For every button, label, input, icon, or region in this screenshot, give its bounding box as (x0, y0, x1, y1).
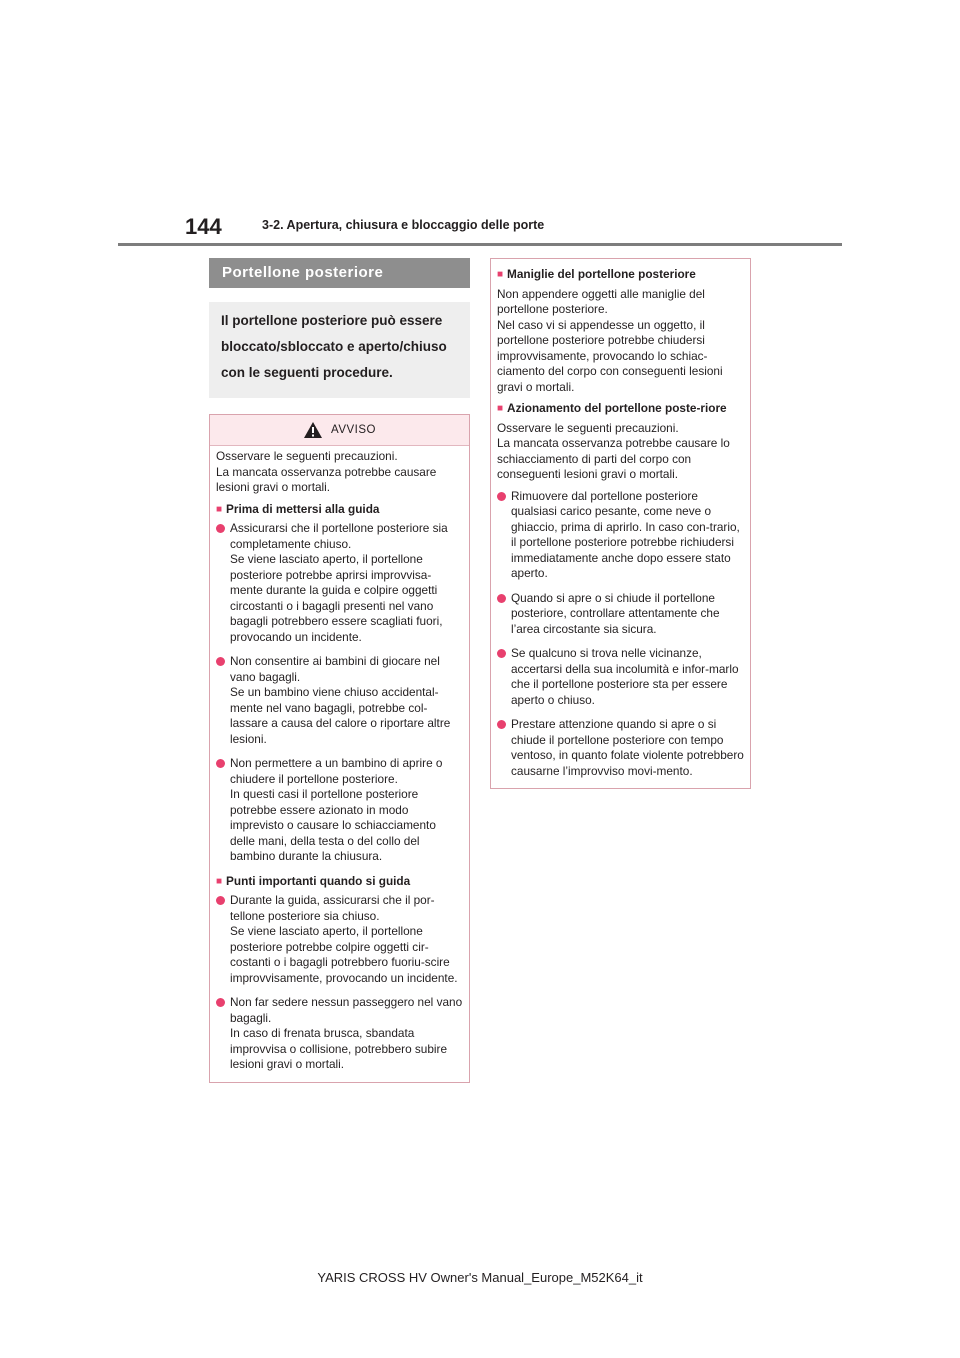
list-item-text: Rimuovere dal portellone posteriore qualsiasi carico pesante, come neve o ghiaccio, prima di aprirlo. In caso con-trario, il portellone posteriore potrebbe richiudersi immediatamente anche dopo essere stato aperto. (511, 488, 740, 580)
round-bullet-icon (216, 524, 225, 533)
round-bullet-icon (497, 492, 506, 501)
header-divider (118, 243, 842, 246)
warning-intro: Osservare le seguenti precauzioni. La mancata osservanza potrebbe causare lesioni gravi o mortali. (216, 449, 437, 494)
group-title: Punti importanti quando si guida (226, 873, 411, 888)
footer-manual-id: YARIS CROSS HV Owner's Manual_Europe_M52K64_it (317, 1270, 643, 1285)
round-bullet-icon (497, 649, 506, 658)
page-number: 144 (185, 214, 222, 239)
list-item (216, 521, 463, 645)
list-item-text: Non permettere a un bambino di aprire o chiudere il portellone posteriore. In questi casi il portellone posteriore potrebbe essere azionato in modo imprevisto o causare lo schiacciamento delle mani, della testa o del collo del bambino durante la chiusura. (230, 756, 443, 863)
round-bullet-icon (497, 594, 506, 603)
round-bullet-icon (216, 998, 225, 1007)
list-item-text: Assicurarsi che il portellone posteriore sia completamente chiuso. Se viene lasciato aperto, il portellone posteriore potrebbe aprirsi improvvisa-mente durante la guida e colpire oggetti circostanti o i bagagli presenti nel vano bagagli potrebbero essere scagliati fuori, provocando un incidente. (230, 521, 448, 644)
group-heading (497, 267, 744, 283)
round-bullet-icon (216, 657, 225, 666)
list-item (216, 654, 463, 747)
group-text: Osservare le seguenti precauzioni. La mancata osservanza potrebbe causare lo schiacciamento di parti del corpo con conseguenti lesioni gravi o mortali. (497, 420, 730, 481)
warning-label: AVVISO (331, 424, 376, 436)
group-text: Non appendere oggetti alle maniglie del portellone posteriore. Nel caso vi si appendesse un oggetto, il portellone posteriore potrebbe chiudersi improvvisamente, provocando lo schiac-ciamento del corpo con conseguenti lesioni gravi o mortali. (497, 286, 723, 394)
warning-box (209, 414, 470, 1083)
warning-box-continued (490, 258, 751, 789)
page-title: Portellone posteriore (209, 258, 470, 288)
list-item (497, 591, 744, 638)
square-bullet-icon: ■ (497, 269, 504, 280)
list-item-text: Quando si apre o si chiude il portellone posteriore, controllare attentamente che l’area circostante sia sicura. (511, 590, 720, 636)
square-bullet-icon: ■ (216, 875, 223, 887)
left-column (209, 258, 470, 1083)
round-bullet-icon (216, 896, 225, 905)
group-title: Maniglie del portellone posteriore (507, 267, 696, 281)
right-column (490, 258, 751, 789)
group-title: Azionamento del portellone poste-riore (507, 401, 727, 415)
group-heading (216, 502, 463, 518)
list-item (497, 489, 744, 582)
group-heading (497, 401, 744, 417)
list-item (216, 756, 463, 865)
list-item-text: Durante la guida, assicurarsi che il por-tellone posteriore sia chiuso. Se viene lasciato aperto, il portellone posteriore potrebbe colpire oggetti cir-costanti o i bagagli potrebbero fuoriu-scire improvvisamente, provocando un incidente. (230, 893, 458, 985)
list-item-text: Non consentire ai bambini di giocare nel vano bagagli. Se un bambino viene chiuso accidental-mente nel vano bagagli, potrebbe col-lassare a causa del calore o riportare altre lesioni. (230, 654, 451, 746)
warning-body (210, 446, 469, 1082)
intro-box: Il portellone posteriore può essere bloccato/sbloccato e aperto/chiuso con le seguenti procedure. (209, 302, 470, 398)
round-bullet-icon (497, 720, 506, 729)
list-item (216, 893, 463, 986)
list-item (497, 717, 744, 779)
round-bullet-icon (216, 759, 225, 768)
section-title: 3-2. Apertura, chiusura e bloccaggio delle porte (262, 218, 545, 232)
warning-triangle-icon (303, 421, 323, 439)
list-item (497, 646, 744, 708)
square-bullet-icon: ■ (497, 403, 504, 414)
square-bullet-icon: ■ (216, 503, 223, 515)
list-item-text: Non far sedere nessun passeggero nel vano bagagli. In caso di frenata brusca, sbandata improvvisa o collisione, potrebbero subire lesioni gravi o mortali. (230, 995, 463, 1071)
list-item-text: Prestare attenzione quando si apre o si chiude il portellone posteriore con tempo ventoso, in quanto folate violente potrebbero causarne l’improvviso movi-mento. (511, 717, 744, 778)
group-title: Prima di mettersi alla guida (226, 501, 380, 516)
warning-header (210, 415, 469, 446)
list-item (216, 995, 463, 1073)
warning-body (491, 259, 750, 788)
group-heading (216, 874, 463, 890)
list-item-text: Se qualcuno si trova nelle vicinanze, accertarsi della sua incolumità e infor-marlo che il portellone posteriore sta per essere aperto o chiuso. (511, 646, 739, 707)
